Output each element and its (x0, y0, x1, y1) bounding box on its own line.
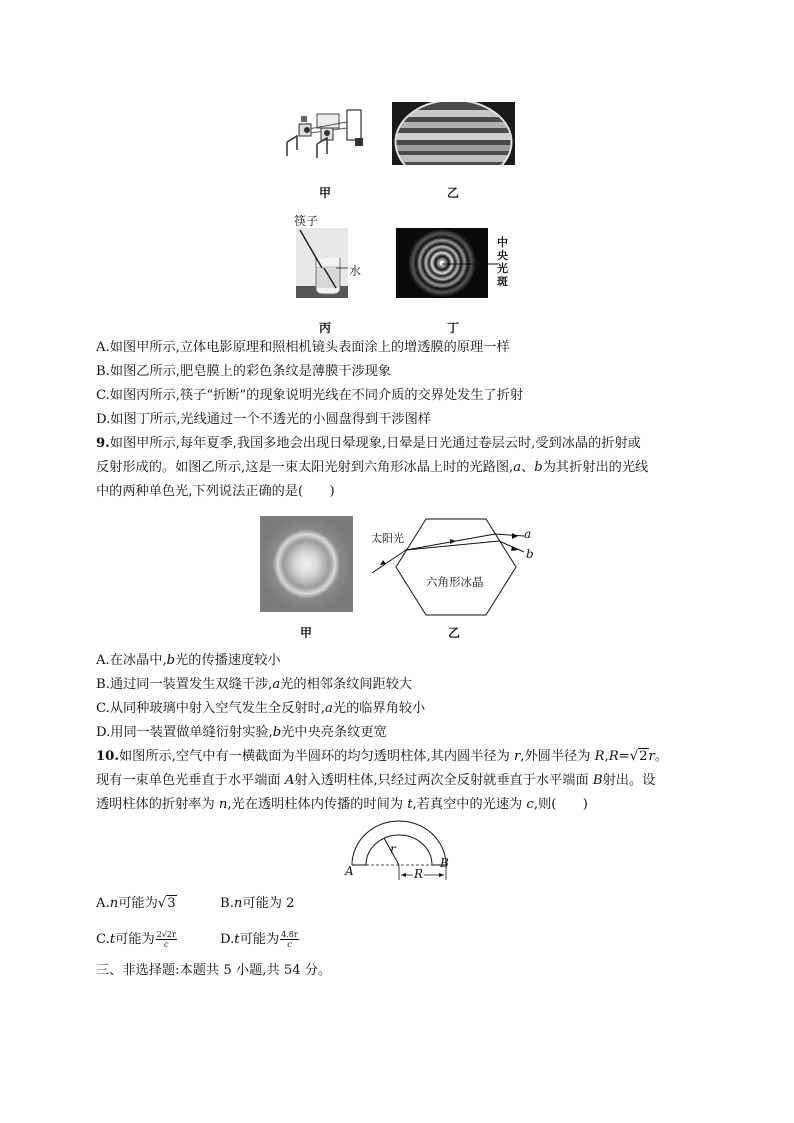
q9-stem2b: 、 (521, 460, 535, 475)
chopstick-in-water-figure (296, 228, 348, 298)
fig-B-label: B (440, 856, 449, 870)
central-spot-label: 中 央 光 斑 (497, 236, 508, 288)
central-spot-pointer (442, 262, 498, 266)
q9-var-b: b (534, 460, 543, 475)
q9-var-a: a (513, 460, 522, 475)
q8-option-d: D.如图丁所示,光线通过一个不透光的小圆盘得到干涉图样 (96, 412, 431, 427)
q10-stem-line2: 现有一束单色光垂直于水平端面 A射入透明柱体,只经过两次全反射就垂直于水平端面 B射出。设 (96, 773, 656, 788)
q10-option-b: B.n可能为 2 (220, 896, 295, 911)
half-ring-figure (344, 820, 456, 884)
q10-stem-line3: 透明柱体的折射率为 n,光在透明柱体内传播的时间为 t,若真空中的光速为 c,则( ) (96, 797, 588, 812)
q9-figure-label-jia: 甲 (299, 626, 312, 640)
water-label: 水 (349, 264, 362, 278)
q10-number: 10. (96, 749, 119, 764)
q9-option-a: A.在冰晶中,b光的传播速度较小 (96, 653, 281, 668)
stereo-projector-figure (277, 102, 373, 162)
q8-option-c: C.如图丙所示,筷子“折断”的现象说明光线在不同介质的交界处发生了折射 (96, 388, 524, 403)
ray-b-label: b (526, 547, 534, 561)
fig-R-label: R (414, 867, 424, 881)
q9-stem-line1 (96, 435, 641, 453)
fig-A-label: A (345, 864, 354, 878)
figure-label-yi: 乙 (446, 186, 459, 200)
q8-option-b: B.如图乙所示,肥皂膜上的彩色条纹是薄膜干涉现象 (96, 364, 392, 379)
section-3-heading: 三、非选择题:本题共 5 小题,共 54 分。 (96, 963, 332, 978)
soap-film-fringes-figure (392, 102, 515, 165)
sun-halo-figure (260, 516, 353, 612)
q9-figure-label-yi: 乙 (447, 626, 460, 640)
q9-option-c: C.从同种玻璃中射入空气发生全反射时,a光的临界角较小 (96, 701, 426, 716)
fig-r-label: r (390, 842, 396, 856)
q9-stem-line3: 中的两种单色光,下列说法正确的是( ) (96, 484, 335, 499)
q9-stem1: 如图甲所示,每年夏季,我国多地会出现日晕现象,日晕是日光通过卷层云时,受到冰晶的折射或 (109, 436, 641, 451)
sunlight-label: 太阳光 (371, 532, 404, 545)
chopstick-label: 筷子 (294, 214, 319, 228)
ice-crystal-label: 六角形冰晶 (426, 575, 484, 589)
figure-label-jia: 甲 (318, 186, 331, 200)
q9-stem2a: 反射形成的。如图乙所示,这是一束太阳光射到六角形冰晶上时的光路图, (96, 460, 514, 475)
figure-label-bing: 丙 (318, 321, 331, 335)
ray-a-label: a (524, 527, 532, 541)
q9-option-b: B.通过同一装置发生双缝干涉,a光的相邻条纹间距较大 (96, 677, 413, 692)
q10-option-c: C.t可能为 $\frac{2√2r}{c}$ (96, 930, 176, 949)
q8-option-a: A.如图甲所示,立体电影原理和照相机镜头表面涂上的增透膜的原理一样 (96, 340, 510, 355)
q10-option-d: D.t可能为 $\frac{4.8r}{c}$ (220, 930, 298, 949)
q9-stem2c: 为其折射出的光线 (542, 460, 649, 475)
q9-option-d: D.用同一装置做单缝衍射实验,b光中央亮条纹更宽 (96, 725, 387, 740)
q10-stem-line1: 10.如图所示,空气中有一横截面为半圆环的均匀透明柱体,其内圆半径为 r,外圆半径为 R,R=√2r。 (96, 749, 669, 764)
q9-stem-line2 (96, 459, 648, 477)
q10-option-a: A.n可能为√3 (96, 896, 176, 911)
figure-label-ding: 丁 (446, 321, 459, 335)
q9-number: 9. (96, 436, 110, 451)
